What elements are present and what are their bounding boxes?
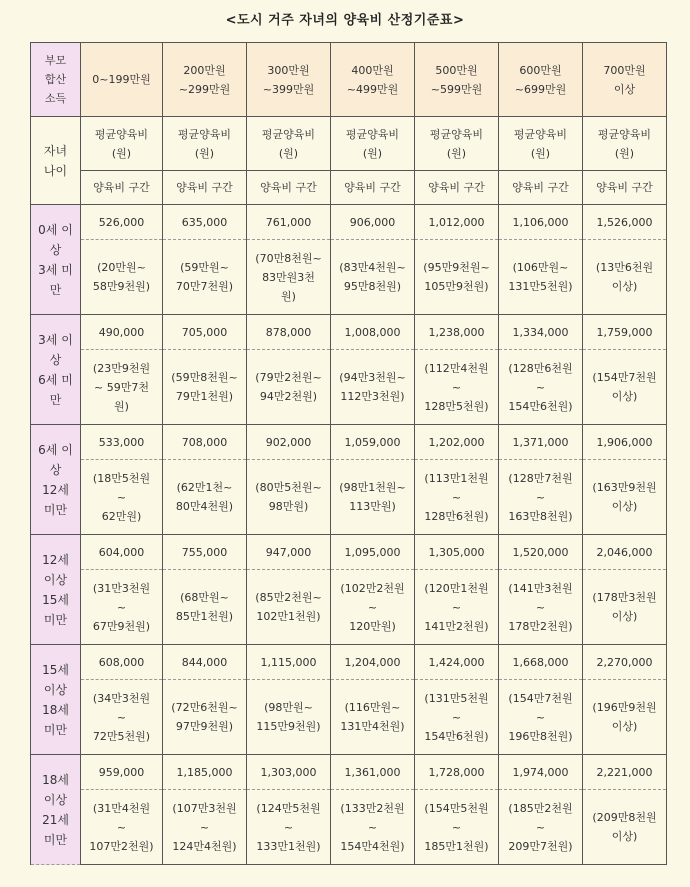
range-label: 양육비 구간 (163, 171, 247, 205)
cost-range-value: (98만원~ 115만9천원) (247, 680, 331, 755)
cost-range-value: (106만원~ 131만5천원) (499, 240, 583, 315)
average-cost-value: 1,238,000 (415, 315, 499, 350)
average-cost-value: 705,000 (163, 315, 247, 350)
average-cost-value: 844,000 (163, 645, 247, 680)
average-cost-label: 평균양육비 (원) (163, 117, 247, 171)
cost-range-value: (128만7천원 ~ 163만8천원) (499, 460, 583, 535)
cost-range-value: (94만3천원~ 112만3천원) (331, 350, 415, 425)
age-group-label: 12세 이상 15세 미만 (31, 535, 81, 645)
cost-range-value: (13만6천원 이상) (583, 240, 667, 315)
average-cost-value: 1,059,000 (331, 425, 415, 460)
cost-range-value: (116만원~ 131만4천원) (331, 680, 415, 755)
cost-range-value: (98만1천원~ 113만원) (331, 460, 415, 535)
average-cost-value: 1,361,000 (331, 755, 415, 790)
child-age-label: 자녀 나이 (31, 117, 81, 205)
cost-range-value: (68만원~ 85만1천원) (163, 570, 247, 645)
cost-range-value: (209만8천원 이상) (583, 790, 667, 865)
average-cost-value: 1,424,000 (415, 645, 499, 680)
average-cost-label: 평균양육비 (원) (499, 117, 583, 171)
age-group-label: 15세 이상 18세 미만 (31, 645, 81, 755)
average-cost-value: 902,000 (247, 425, 331, 460)
cost-range-value: (102만2천원 ~ 120만원) (331, 570, 415, 645)
age-group-value-row (31, 645, 667, 680)
cost-range-value: (95만9천원~ 105만9천원) (415, 240, 499, 315)
cost-range-value: (31만4천원 ~ 107만2천원) (81, 790, 163, 865)
average-cost-value: 1,526,000 (583, 205, 667, 240)
average-cost-value: 1,759,000 (583, 315, 667, 350)
average-cost-value: 1,202,000 (415, 425, 499, 460)
average-cost-value: 1,906,000 (583, 425, 667, 460)
average-cost-value: 490,000 (81, 315, 163, 350)
age-group-label: 0세 이 상 3세 미 만 (31, 205, 81, 315)
average-cost-value: 1,305,000 (415, 535, 499, 570)
cost-range-value: (59만원~ 70만7천원) (163, 240, 247, 315)
age-group-value-row (31, 535, 667, 570)
income-column-header: 700만원 이상 (583, 43, 667, 117)
average-cost-label: 평균양육비 (원) (331, 117, 415, 171)
cost-range-value: (59만8천원~ 79만1천원) (163, 350, 247, 425)
cost-range-value: (23만9천원 ~ 59만7천 원) (81, 350, 163, 425)
average-cost-value: 604,000 (81, 535, 163, 570)
cost-range-value: (31만3천원 ~ 67만9천원) (81, 570, 163, 645)
cost-range-value: (79만2천원~ 94만2천원) (247, 350, 331, 425)
average-cost-value: 1,204,000 (331, 645, 415, 680)
average-cost-value: 533,000 (81, 425, 163, 460)
cost-range-value: (85만2천원~ 102만1천원) (247, 570, 331, 645)
cost-range-value: (83만4천원~ 95만8천원) (331, 240, 415, 315)
range-label: 양육비 구간 (247, 171, 331, 205)
income-column-header: 400만원 ~499만원 (331, 43, 415, 117)
cost-range-value: (112만4천원 ~ 128만5천원) (415, 350, 499, 425)
range-label: 양육비 구간 (331, 171, 415, 205)
cost-range-value: (34만3천원 ~ 72만5천원) (81, 680, 163, 755)
average-cost-value: 1,303,000 (247, 755, 331, 790)
age-group-value-row (31, 205, 667, 240)
average-cost-value: 1,115,000 (247, 645, 331, 680)
cost-range-value: (178만3천원 이상) (583, 570, 667, 645)
average-cost-value: 608,000 (81, 645, 163, 680)
cost-range-value: (70만8천원~ 83만원3천 원) (247, 240, 331, 315)
cost-range-value: (128만6천원 ~ 154만6천원) (499, 350, 583, 425)
average-cost-value: 1,974,000 (499, 755, 583, 790)
age-group-range-row (31, 350, 667, 425)
average-cost-value: 1,185,000 (163, 755, 247, 790)
income-column-header: 300만원 ~399만원 (247, 43, 331, 117)
cost-range-value: (107만3천원 ~ 124만4천원) (163, 790, 247, 865)
parent-income-label: 부모 합산 소득 (31, 43, 81, 117)
cost-range-value: (154만7천원 ~ 196만8천원) (499, 680, 583, 755)
table-title: <도시 거주 자녀의 양육비 산정기준표> (225, 13, 465, 28)
average-cost-label: 평균양육비 (원) (415, 117, 499, 171)
average-cost-value: 708,000 (163, 425, 247, 460)
age-group-range-row (31, 680, 667, 755)
average-cost-value: 947,000 (247, 535, 331, 570)
average-cost-label: 평균양육비 (원) (81, 117, 163, 171)
cost-range-value: (131만5천원 ~ 154만6천원) (415, 680, 499, 755)
age-group-label: 18세 이상 21세 미만 (31, 755, 81, 865)
cost-range-value: (154만7천원 이상) (583, 350, 667, 425)
cost-range-value: (163만9천원 이상) (583, 460, 667, 535)
age-group-range-row (31, 240, 667, 315)
average-label-row (31, 117, 667, 171)
cost-range-value: (72만6천원~ 97만9천원) (163, 680, 247, 755)
average-cost-label: 평균양육비 (원) (247, 117, 331, 171)
age-group-value-row (31, 755, 667, 790)
range-label: 양육비 구간 (583, 171, 667, 205)
age-group-label: 3세 이 상 6세 미 만 (31, 315, 81, 425)
range-label-row (31, 171, 667, 205)
cost-range-value: (120만1천원 ~ 141만2천원) (415, 570, 499, 645)
age-group-value-row (31, 425, 667, 460)
age-group-range-row (31, 570, 667, 645)
average-cost-value: 1,520,000 (499, 535, 583, 570)
cost-range-value: (80만5천원~ 98만원) (247, 460, 331, 535)
average-cost-value: 1,012,000 (415, 205, 499, 240)
average-cost-value: 2,046,000 (583, 535, 667, 570)
income-column-header: 600만원 ~699만원 (499, 43, 583, 117)
average-cost-value: 635,000 (163, 205, 247, 240)
income-column-header: 200만원 ~299만원 (163, 43, 247, 117)
average-cost-value: 1,334,000 (499, 315, 583, 350)
income-header-row (31, 43, 667, 117)
average-cost-value: 526,000 (81, 205, 163, 240)
cost-range-value: (124만5천원 ~ 133만1천원) (247, 790, 331, 865)
income-column-header: 500만원 ~599만원 (415, 43, 499, 117)
average-cost-value: 761,000 (247, 205, 331, 240)
average-cost-value: 1,008,000 (331, 315, 415, 350)
cost-range-value: (113만1천원 ~ 128만6천원) (415, 460, 499, 535)
age-group-value-row (31, 315, 667, 350)
average-cost-value: 2,270,000 (583, 645, 667, 680)
average-cost-value: 906,000 (331, 205, 415, 240)
average-cost-value: 959,000 (81, 755, 163, 790)
average-cost-value: 878,000 (247, 315, 331, 350)
average-cost-value: 1,728,000 (415, 755, 499, 790)
cost-range-value: (154만5천원 ~ 185만1천원) (415, 790, 499, 865)
average-cost-value: 1,095,000 (331, 535, 415, 570)
cost-range-value: (133만2천원 ~ 154만4천원) (331, 790, 415, 865)
age-group-range-row (31, 790, 667, 865)
child-support-table (30, 42, 667, 865)
range-label: 양육비 구간 (415, 171, 499, 205)
age-group-label: 6세 이 상 12세 미만 (31, 425, 81, 535)
average-cost-value: 1,106,000 (499, 205, 583, 240)
average-cost-value: 755,000 (163, 535, 247, 570)
average-cost-value: 2,221,000 (583, 755, 667, 790)
range-label: 양육비 구간 (499, 171, 583, 205)
income-column-header: 0~199만원 (81, 43, 163, 117)
cost-range-value: (62만1천~ 80만4천원) (163, 460, 247, 535)
average-cost-value: 1,668,000 (499, 645, 583, 680)
age-group-range-row (31, 460, 667, 535)
cost-range-value: (141만3천원 ~ 178만2천원) (499, 570, 583, 645)
cost-range-value: (185만2천원 ~ 209만7천원) (499, 790, 583, 865)
average-cost-label: 평균양육비 (원) (583, 117, 667, 171)
cost-range-value: (20만원~ 58만9천원) (81, 240, 163, 315)
range-label: 양육비 구간 (81, 171, 163, 205)
cost-range-value: (18만5천원 ~ 62만원) (81, 460, 163, 535)
average-cost-value: 1,371,000 (499, 425, 583, 460)
cost-range-value: (196만9천원 이상) (583, 680, 667, 755)
